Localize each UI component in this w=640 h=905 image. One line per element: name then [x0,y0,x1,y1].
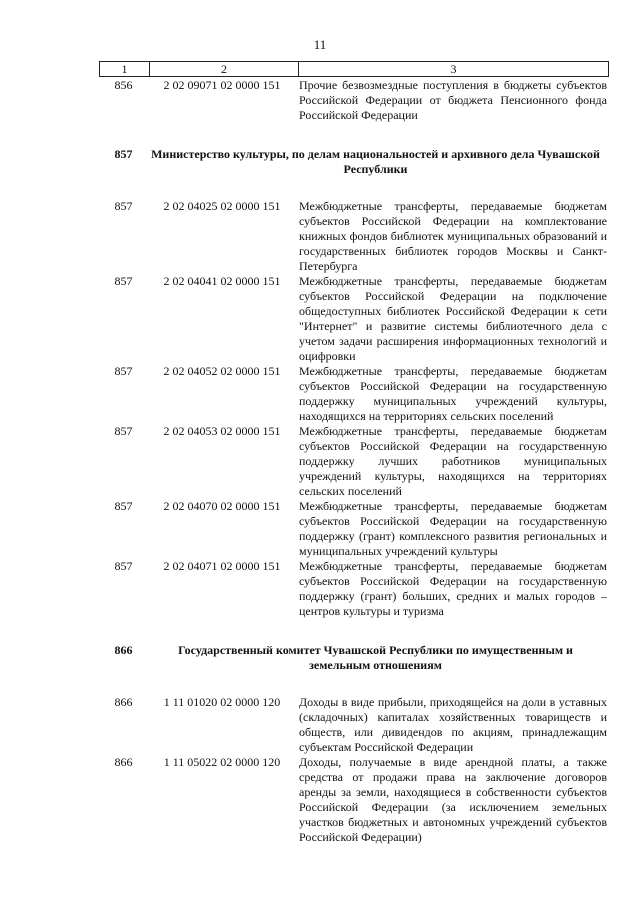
income-description: Межбюджетные трансферты, передаваемые бюджетам субъектов Российской Федерации на государственную поддержку лучших работников муниципальных учреждений культуры, находящихся на территориях сельских поселений [299,424,607,498]
admin-code: 857 [114,274,133,288]
income-description: Межбюджетные трансферты, передаваемые бюджетам субъектов Российской Федерации на подключение общедоступных библиотек Российской Федерации к сети "Интернет" и развитие системы библиотечного дела с учетом задачи расширения информационных технологий и оцифровки [299,274,607,363]
section-code: 866 [114,643,133,657]
page-number: 11 [313,37,327,52]
kbk-code: 2 02 04070 02 0000 151 [163,499,281,513]
column-header-row [99,61,609,77]
budget-classification-table [99,78,609,845]
column-header-3: 3 [299,62,609,77]
income-description: Межбюджетные трансферты, передаваемые бюджетам субъектов Российской Федерации на комплектование книжных фондов библиотек муниципальных образований и государственных библиотек городов Москвы и Санкт-Петербурга [299,199,607,273]
admin-code: 866 [114,755,133,769]
column-header-1: 1 [100,62,150,77]
kbk-code: 2 02 09071 02 0000 151 [163,78,281,92]
section-header [99,643,609,673]
table-row [99,364,609,424]
section-title: Министерство культуры, по делам национальностей и архивного дела Чувашской Республики [151,147,600,176]
income-description: Межбюджетные трансферты, передаваемые бюджетам субъектов Российской Федерации на государственную поддержку (грант) комплексного развития региональных и муниципальных учреждений культуры [299,499,607,558]
kbk-code: 2 02 04053 02 0000 151 [163,424,281,438]
admin-code: 857 [114,199,133,213]
section-title: Государственный комитет Чувашской Республики по имущественным и земельным отношениям [178,643,573,672]
table-row [99,424,609,499]
kbk-code: 1 11 05022 02 0000 120 [163,755,281,769]
section-header [99,147,609,177]
income-description: Прочие безвозмездные поступления в бюджеты субъектов Российской Федерации от бюджета Пенсионного фонда Российской Федерации [299,78,607,122]
admin-code: 857 [114,424,133,438]
section-code: 857 [114,147,133,161]
table-row [99,559,609,619]
table-row [99,695,609,755]
kbk-code: 2 02 04025 02 0000 151 [163,199,281,213]
income-description: Межбюджетные трансферты, передаваемые бюджетам субъектов Российской Федерации на государственную поддержку (грант) больших, средних и малых городов – центров культуры и туризма [299,559,607,618]
kbk-code: 2 02 04041 02 0000 151 [163,274,281,288]
admin-code: 856 [114,78,133,92]
table-row [99,199,609,274]
income-description: Доходы, получаемые в виде арендной платы, а также средства от продажи права на заключение договоров аренды за земли, находящиеся в собственности субъектов Российской Федерации (за исключением земельных участков бюджетных и автономных учреждений субъектов Российской Федерации) [299,755,607,844]
admin-code: 857 [114,499,133,513]
table-row [99,274,609,364]
kbk-code: 2 02 04052 02 0000 151 [163,364,281,378]
column-header-2: 2 [150,62,299,77]
table-row [99,499,609,559]
table-row [99,78,609,123]
kbk-code: 1 11 01020 02 0000 120 [163,695,281,709]
kbk-code: 2 02 04071 02 0000 151 [163,559,281,573]
table-row [99,755,609,845]
income-description: Межбюджетные трансферты, передаваемые бюджетам субъектов Российской Федерации на государственную поддержку муниципальных учреждений культуры, находящихся на территориях сельских поселений [299,364,607,423]
admin-code: 866 [114,695,133,709]
admin-code: 857 [114,364,133,378]
income-description: Доходы в виде прибыли, приходящейся на доли в уставных (складочных) капиталах хозяйственных товариществ и обществ, или дивидендов по акциям, принадлежащим субъектам Российской Федерации [299,695,607,754]
admin-code: 857 [114,559,133,573]
